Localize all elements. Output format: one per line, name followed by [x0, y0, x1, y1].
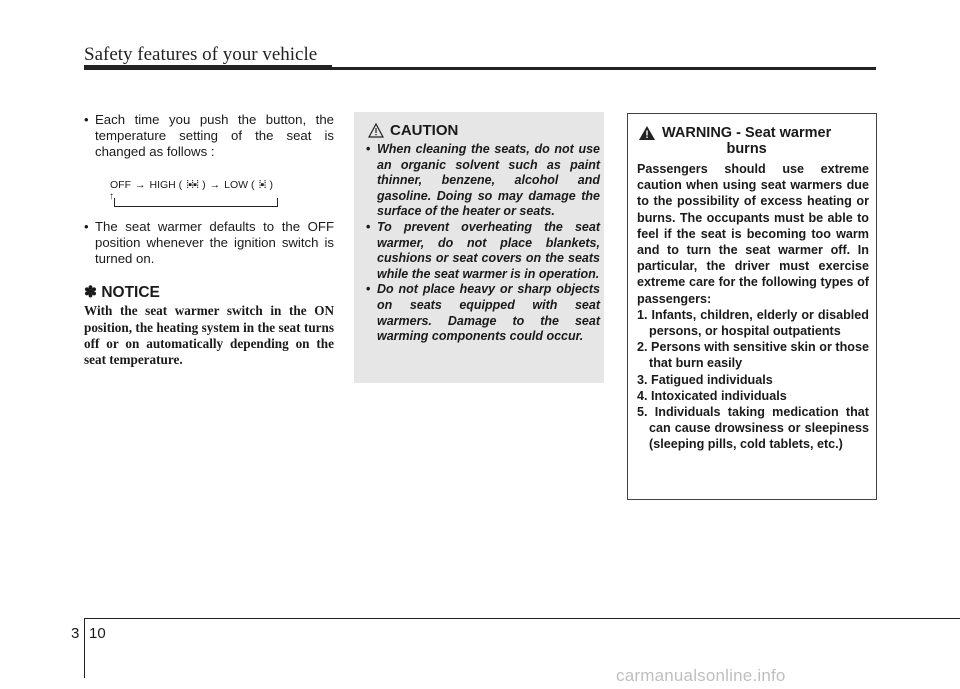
- footer-divider: [84, 618, 85, 678]
- return-arrow-icon: ↑: [109, 190, 114, 202]
- heat-dots-low-icon: ⁞▪⁞: [258, 178, 266, 191]
- warning-item: 3. Fatigued individuals: [637, 372, 773, 387]
- left-column: [84, 112, 334, 368]
- caution-box: [354, 112, 604, 383]
- page-number: 10: [89, 625, 106, 642]
- seq-high: HIGH (: [149, 178, 183, 191]
- heat-dots-high-icon: ⁞▪⁞▪⁞: [186, 178, 199, 191]
- warning-title-line1: WARNING - Seat warmer: [662, 125, 832, 141]
- seq-low-close: ): [269, 178, 273, 191]
- bullet-default-off: • The seat warmer defaults to the OFF position whenever the ignition switch is turned on.: [84, 219, 334, 268]
- caution-item: • Do not place heavy or sharp objects on seats equipped with seat warmers. Damage to the seat warming components could occur.: [366, 282, 600, 344]
- notice-symbol-icon: ✽: [84, 284, 97, 302]
- caution-item: • When cleaning the seats, do not use an organic solvent such as paint thinner, benzene, alcohol and gasoline. Doing so may damage the surface of the heater or seats.: [366, 142, 600, 220]
- return-line: [114, 198, 278, 207]
- warning-title: [662, 125, 831, 157]
- warning-box: [627, 113, 877, 500]
- temperature-sequence-diagram: [84, 171, 334, 219]
- seq-arrow-1: →: [135, 178, 146, 191]
- warning-item: 2. Persons with sensitive skin or those that burn easily: [637, 340, 869, 371]
- warning-body: [637, 161, 869, 453]
- bullet-temperature-setting: • Each time you push the button, the temperature setting of the seat is changed as follows :: [84, 112, 334, 161]
- notice-body: With the seat warmer switch in the ON position, the heating system in the seat turns off or on automatically depending on the seat temperature.: [84, 303, 334, 368]
- seq-off: OFF: [110, 178, 131, 191]
- caution-header: [368, 122, 458, 139]
- seq-high-close: ): [202, 178, 206, 191]
- notice-title-text: NOTICE: [101, 284, 160, 302]
- chapter-number: 3: [71, 625, 80, 642]
- warning-item: 4. Intoxicated individuals: [637, 388, 787, 403]
- page-header-title: Safety features of your vehicle: [84, 44, 318, 65]
- caution-title: CAUTION: [390, 122, 459, 139]
- warning-item: 5. Individuals taking medication that can cause drowsiness or sleepiness (sleeping pills, cold tablets, etc.): [637, 405, 869, 452]
- seq-low: LOW (: [224, 178, 255, 191]
- warning-triangle-icon: [638, 125, 656, 141]
- caution-triangle-icon: [368, 123, 384, 138]
- caution-list: [366, 142, 600, 345]
- sequence-line: [110, 177, 273, 193]
- watermark: carmanualsonline.info: [616, 666, 786, 685]
- caution-item: • To prevent overheating the seat warmer, do not place blankets, cushions or seat covers on the seats while the seat warmer is in operation.: [366, 220, 600, 282]
- warning-paragraph: Passengers should use extreme caution when using seat warmers due to the possibility of excess heating or burns. The occupants must be able to feel if the seat is becoming too warm and to turn the seat warmer off. In particular, the driver must exercise extreme care for the following types of passengers:: [637, 162, 869, 306]
- footer-rule: [84, 618, 960, 619]
- warning-header: [638, 125, 870, 157]
- header-rule: [84, 67, 876, 70]
- seq-arrow-2: →: [209, 178, 221, 191]
- warning-title-line2: burns: [726, 141, 767, 157]
- warning-item: 1. Infants, children, elderly or disabled persons, or hospital outpatients: [637, 307, 869, 339]
- notice-title: [84, 285, 334, 301]
